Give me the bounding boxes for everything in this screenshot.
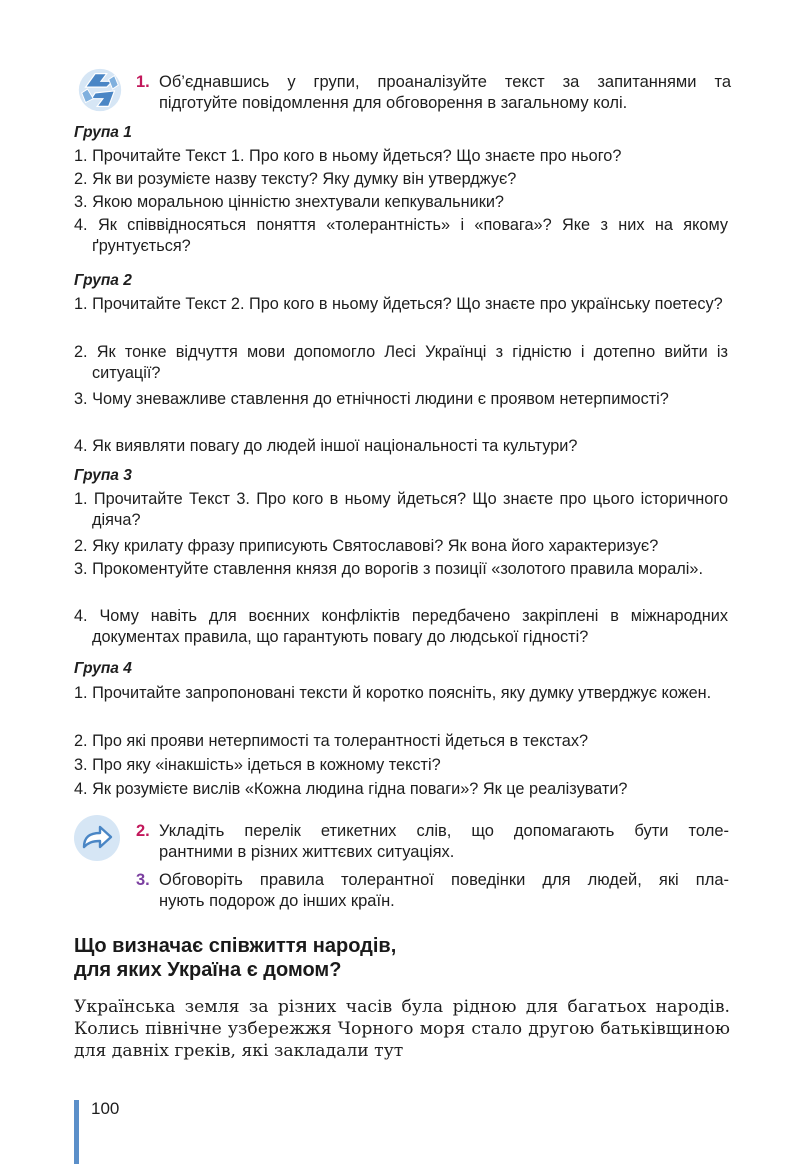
- group-4-question-1: 1. Прочитайте запропоновані тексти й коротко поясніть, яку думку утверджує кожен.: [74, 684, 712, 702]
- group-4-question-3: 3. Про яку «інакшість» ідеться в кожному тексті?: [74, 756, 441, 774]
- section-heading: [74, 934, 734, 982]
- task-1: [136, 72, 731, 116]
- task-2-line1: Укладіть перелік етикетних слів, що допомагають бути толе-: [159, 822, 729, 840]
- group-3-question-1: 1. Прочитайте Текст 3. Про кого в ньому йдеться? Що знаєте про цього історичного діяча?: [74, 490, 728, 529]
- page-number-bar: [74, 1100, 79, 1164]
- recycle-arrows-icon: [74, 64, 126, 116]
- task-1-text: [159, 72, 731, 114]
- task-1-number: 1.: [136, 73, 150, 91]
- forward-arrow-icon: [74, 815, 120, 861]
- group-1-title: Група 1: [74, 124, 132, 141]
- group-3-question-4: 4. Чому навіть для воєнних конфліктів передбачено закріплені в міжнародних документах правила, що гарантують повагу до людської гідності?: [74, 607, 728, 646]
- group-1-question-4: 4. Як співвідносяться поняття «толерантність» і «повага»? Яке з них на якому ґрунтується?: [74, 216, 728, 255]
- section-heading-line2: для яких Україна є домом?: [74, 959, 342, 981]
- task-2-text: [159, 821, 729, 863]
- group-3-question-2: 2. Яку крилату фразу приписують Святославові? Як вона його характеризує?: [74, 537, 659, 555]
- group-2-question-3: 3. Чому зневажливе ставлення до етнічності людини є проявом нетерпимості?: [74, 390, 669, 408]
- group-2-question-2: 2. Як тонке відчуття мови допомогло Лесі Українці з гідністю і дотепно вийти із ситуації?: [74, 343, 728, 382]
- group-1-question-3: 3. Якою моральною цінністю знехтували кепкувальники?: [74, 193, 504, 211]
- group-2-question-4: 4. Як виявляти повагу до людей іншої національності та культури?: [74, 437, 578, 455]
- group-3-title: Група 3: [74, 467, 132, 484]
- task-2-line2: рантними в різних життєвих ситуаціях.: [159, 843, 455, 861]
- group-1-question-1: 1. Прочитайте Текст 1. Про кого в ньому йдеться? Що знаєте про нього?: [74, 147, 622, 165]
- page-number: 100: [91, 1099, 120, 1118]
- group-1-question-2: 2. Як ви розумієте назву тексту? Яку думку він утверджує?: [74, 170, 517, 188]
- group-4-question-2: 2. Про які прояви нетерпимості та толерантності йдеться в текстах?: [74, 732, 589, 750]
- task-3-number: 3.: [136, 871, 150, 889]
- group-2-title: Група 2: [74, 272, 132, 289]
- section-heading-line1: Що визначає співжиття народів,: [74, 935, 397, 957]
- task-3-text: [159, 870, 729, 912]
- task-3-line2: нують подорож до інших країн.: [159, 892, 395, 910]
- group-2-question-1: 1. Прочитайте Текст 2. Про кого в ньому йдеться? Що знаєте про українську поетесу?: [74, 295, 723, 313]
- task-3: [136, 870, 731, 914]
- task-3-line1: Обговоріть правила толерантної поведінки для людей, які пла-: [159, 871, 729, 889]
- task-2-number: 2.: [136, 822, 150, 840]
- group-4-question-4: 4. Як розумієте вислів «Кожна людина гідна поваги»? Як це реалізувати?: [74, 780, 628, 798]
- task-2: [136, 821, 731, 865]
- group-3-question-3: 3. Прокоментуйте ставлення князя до ворогів з позиції «золотого правила моралі».: [74, 560, 703, 578]
- task-1-line1: Об’єднавшись у групи, проаналізуйте текст за запитаннями та: [159, 73, 731, 91]
- group-4-title: Група 4: [74, 660, 132, 677]
- task-1-line2: підготуйте повідомлення для обговорення в загальному колі.: [159, 94, 628, 112]
- section-paragraph: Українська земля за різних часів була рідною для багатьох народів. Колись північне узбережжя Чорного моря стало другою батьківщиною для давніх греків, які закладали тут: [74, 997, 730, 1061]
